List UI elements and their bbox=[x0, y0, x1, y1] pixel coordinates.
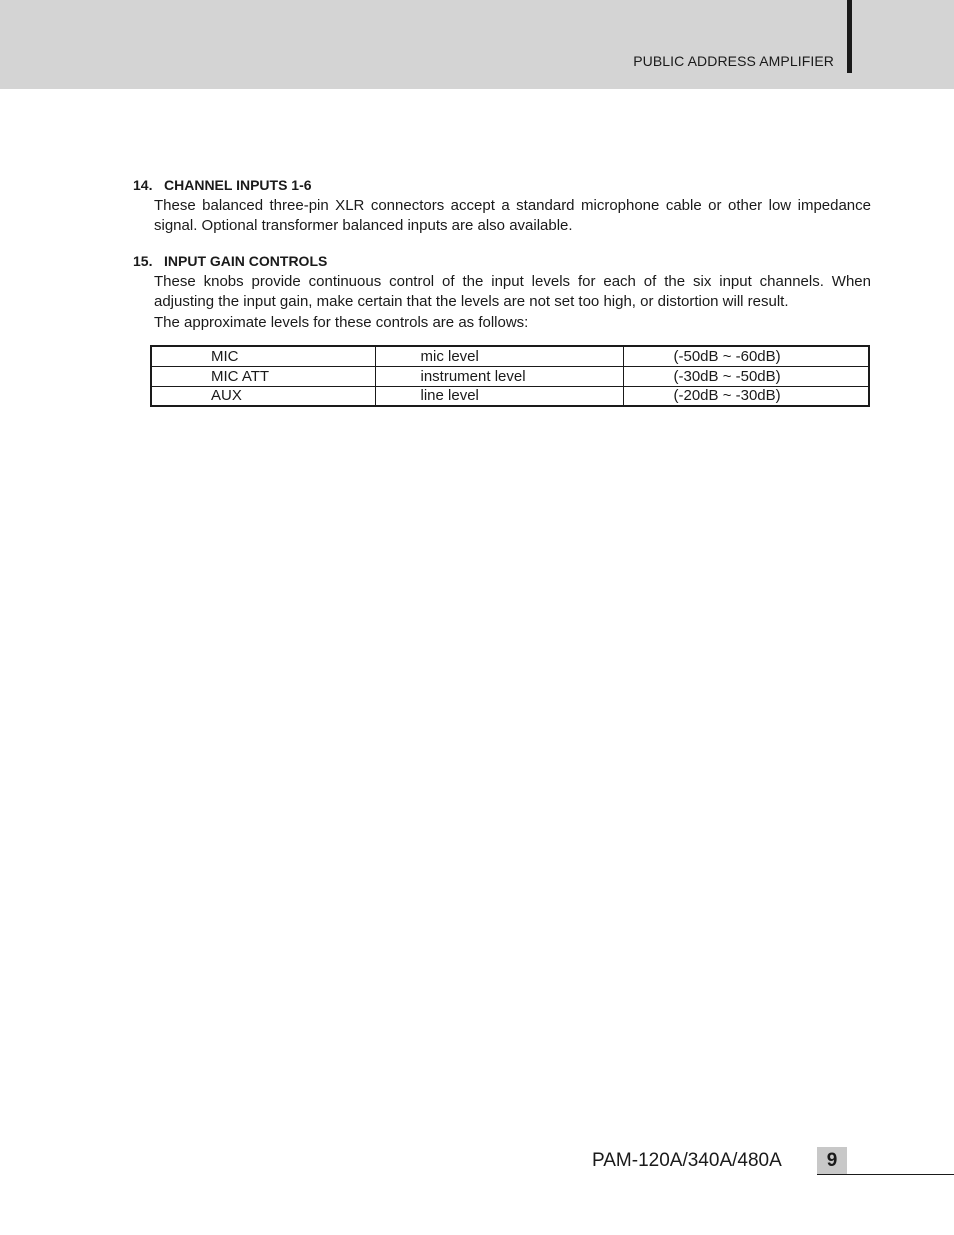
section-heading bbox=[133, 175, 871, 196]
input-levels-table bbox=[150, 345, 870, 407]
paragraph: These knobs provide continuous control of the input levels for each of the six input channels. When adjusting the input gain, make certain that the levels are not set too high, or distortion will result. bbox=[154, 272, 871, 310]
table-cell: (-50dB ~ -60dB) bbox=[623, 346, 869, 366]
table-cell: (-30dB ~ -50dB) bbox=[623, 366, 869, 386]
table-cell: mic level bbox=[375, 346, 623, 366]
section-channel-inputs bbox=[133, 175, 871, 237]
table-cell: (-20dB ~ -30dB) bbox=[623, 386, 869, 406]
section-body bbox=[133, 196, 871, 237]
table-row bbox=[151, 366, 869, 386]
section-number: 14. bbox=[133, 177, 153, 193]
header-divider-bar bbox=[847, 0, 852, 73]
table-row bbox=[151, 386, 869, 406]
header-band bbox=[0, 0, 954, 89]
section-input-gain-controls bbox=[133, 251, 871, 333]
table-cell: AUX bbox=[151, 386, 375, 406]
table-cell: line level bbox=[375, 386, 623, 406]
section-heading bbox=[133, 251, 871, 272]
section-number: 15. bbox=[133, 253, 153, 269]
header-title: PUBLIC ADDRESS AMPLIFIER bbox=[633, 53, 834, 69]
paragraph: These balanced three-pin XLR connectors accept a standard microphone cable or other low impedance signal. Optional transformer balanced inputs are also available. bbox=[154, 196, 871, 234]
table-cell: instrument level bbox=[375, 366, 623, 386]
section-body bbox=[133, 272, 871, 334]
paragraph: The approximate levels for these controls are as follows: bbox=[154, 313, 529, 331]
footer-model-number: PAM-120A/340A/480A bbox=[592, 1150, 782, 1171]
section-title: CHANNEL INPUTS 1-6 bbox=[164, 177, 312, 193]
table-row bbox=[151, 346, 869, 366]
table-cell: MIC ATT bbox=[151, 366, 375, 386]
table-cell: MIC bbox=[151, 346, 375, 366]
footer-rule bbox=[817, 1174, 954, 1175]
page-number: 9 bbox=[817, 1147, 847, 1174]
section-title: INPUT GAIN CONTROLS bbox=[164, 253, 328, 269]
